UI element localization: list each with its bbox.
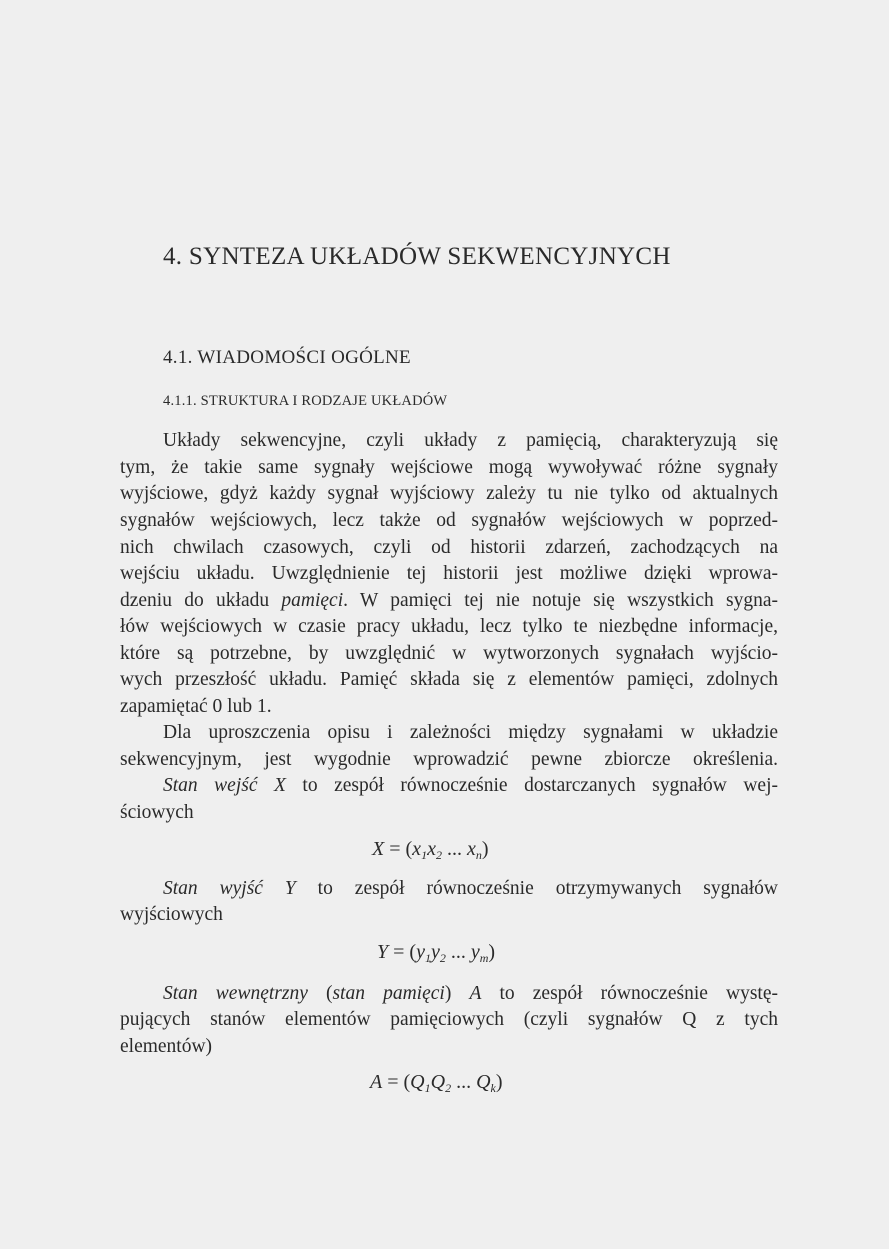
p4-line-1 — [120, 981, 778, 1008]
p1-line-1: Układy sekwencyjne, czyli układy z pamięcią, charakteryzują się — [163, 430, 778, 451]
formula-y-lhs: Y — [377, 941, 389, 963]
p3-line-1 — [120, 876, 778, 903]
formula-y-s2: 2 — [439, 951, 446, 965]
formula-x-s1: 1 — [421, 848, 428, 862]
p3-line-2: wyjściowych — [120, 904, 223, 925]
formula-a-close: ) — [495, 1071, 503, 1093]
formula-x — [372, 838, 489, 863]
formula-x-dots: ... — [441, 838, 467, 860]
formula-y-sn: m — [479, 951, 489, 965]
formula-y-s1: 1 — [424, 951, 431, 965]
formula-a-b: Q — [430, 1071, 446, 1093]
p2-line-3b: to zespół równocześnie dostarczanych sygnałów wej- — [285, 775, 778, 796]
p1-line-7a: dzeniu do układu — [120, 590, 282, 611]
p1-line-11: zapamiętać 0 lub 1. — [120, 696, 272, 717]
chapter-title: 4. SYNTEZA UKŁADÓW SEKWENCYJNYCH — [163, 243, 671, 270]
formula-a-dots: ... — [451, 1071, 477, 1093]
p1-line-7b: . W pamięci tej nie notuje się wszystkich sygna- — [343, 590, 778, 611]
formula-x-sn: n — [475, 848, 482, 862]
formula-a — [370, 1071, 503, 1096]
p1-line-9: które są potrzebne, by uwzględnić w wytworzonych sygnałach wyjścio- — [120, 643, 778, 664]
formula-a-c: Q — [476, 1071, 491, 1093]
term-a: A — [469, 983, 482, 1004]
formula-y-a: y — [416, 941, 425, 963]
p2-line-4: ściowych — [120, 802, 194, 823]
formula-a-s2: 2 — [445, 1081, 452, 1095]
term-stan-pamieci: stan pamięci — [332, 983, 445, 1004]
p1-line-3: wyjściowe, gdyż każdy sygnał wyjściowy zależy tu nie tylko od aktualnych — [120, 483, 778, 504]
formula-a-a: Q — [410, 1071, 425, 1093]
formula-a-s1: 1 — [424, 1081, 431, 1095]
subsection-title: 4.1.1. STRUKTURA I RODZAJE UKŁADÓW — [163, 393, 448, 409]
term-stan-wyjsc: Stan wyjść Y — [163, 878, 296, 899]
formula-a-eq: = ( — [382, 1071, 411, 1093]
p2-line-1: Dla uproszczenia opisu i zależności między sygnałami w układzie — [163, 722, 778, 743]
p1-line-10: wych przeszłość układu. Pamięć składa się z elementów pamięci, zdolnych — [120, 669, 778, 690]
term-stan-wejsc: Stan wejść X — [163, 775, 286, 796]
p1-line-8: łów wejściowych w czasie pracy układu, lecz tylko te niezbędne informacje, — [120, 616, 778, 637]
formula-x-lhs: X — [372, 838, 385, 860]
formula-x-c: x — [466, 838, 476, 860]
p4-line-2: pujących stanów elementów pamięciowych (czyli sygnałów Q z tych — [120, 1009, 778, 1030]
term-pamieci: pamięci — [281, 590, 344, 611]
formula-x-eq: = ( — [384, 838, 413, 860]
formula-y-close: ) — [488, 941, 496, 963]
section-title: 4.1. WIADOMOŚCI OGÓLNE — [163, 347, 411, 368]
p1-line-6: wejściu układu. Uwzględnienie tej historii jest możliwe dzięki wprowa- — [120, 563, 778, 584]
p4-line-1b: to zespół równocześnie wystę- — [481, 983, 778, 1004]
p3-line-1b: to zespół równocześnie otrzymywanych sygnałów — [295, 878, 779, 899]
p4-open: ( — [307, 983, 333, 1004]
formula-y-dots: ... — [445, 941, 471, 963]
formula-x-close: ) — [481, 838, 489, 860]
formula-y-c: y — [470, 941, 480, 963]
p1-line-5: nich chwilach czasowych, czyli od historii zdarzeń, zachodzących na — [120, 537, 778, 558]
formula-x-b: x — [427, 838, 436, 860]
p4-line-3: elementów) — [120, 1036, 213, 1057]
formula-a-sn: k — [490, 1081, 496, 1095]
formula-x-s2: 2 — [435, 848, 442, 862]
p4-close: ) — [444, 983, 470, 1004]
p2-line-2: sekwencyjnym, jest wygodnie wprowadzić pewne zbiorcze określenia. — [120, 749, 778, 770]
p1-line-2: tym, że takie same sygnały wejściowe mogą wywoływać różne sygnały — [120, 457, 778, 478]
p2-line-3 — [120, 773, 778, 800]
formula-x-a: x — [412, 838, 422, 860]
formula-y-eq: = ( — [388, 941, 417, 963]
formula-y-b: y — [430, 941, 440, 963]
formula-a-lhs: A — [370, 1071, 383, 1093]
p1-line-4: sygnałów wejściowych, lecz także od sygnałów wejściowych w poprzed- — [120, 510, 778, 531]
formula-y — [377, 941, 495, 966]
p1-line-7 — [120, 588, 778, 615]
term-stan-wewnetrzny: Stan wewnętrzny — [163, 983, 308, 1004]
